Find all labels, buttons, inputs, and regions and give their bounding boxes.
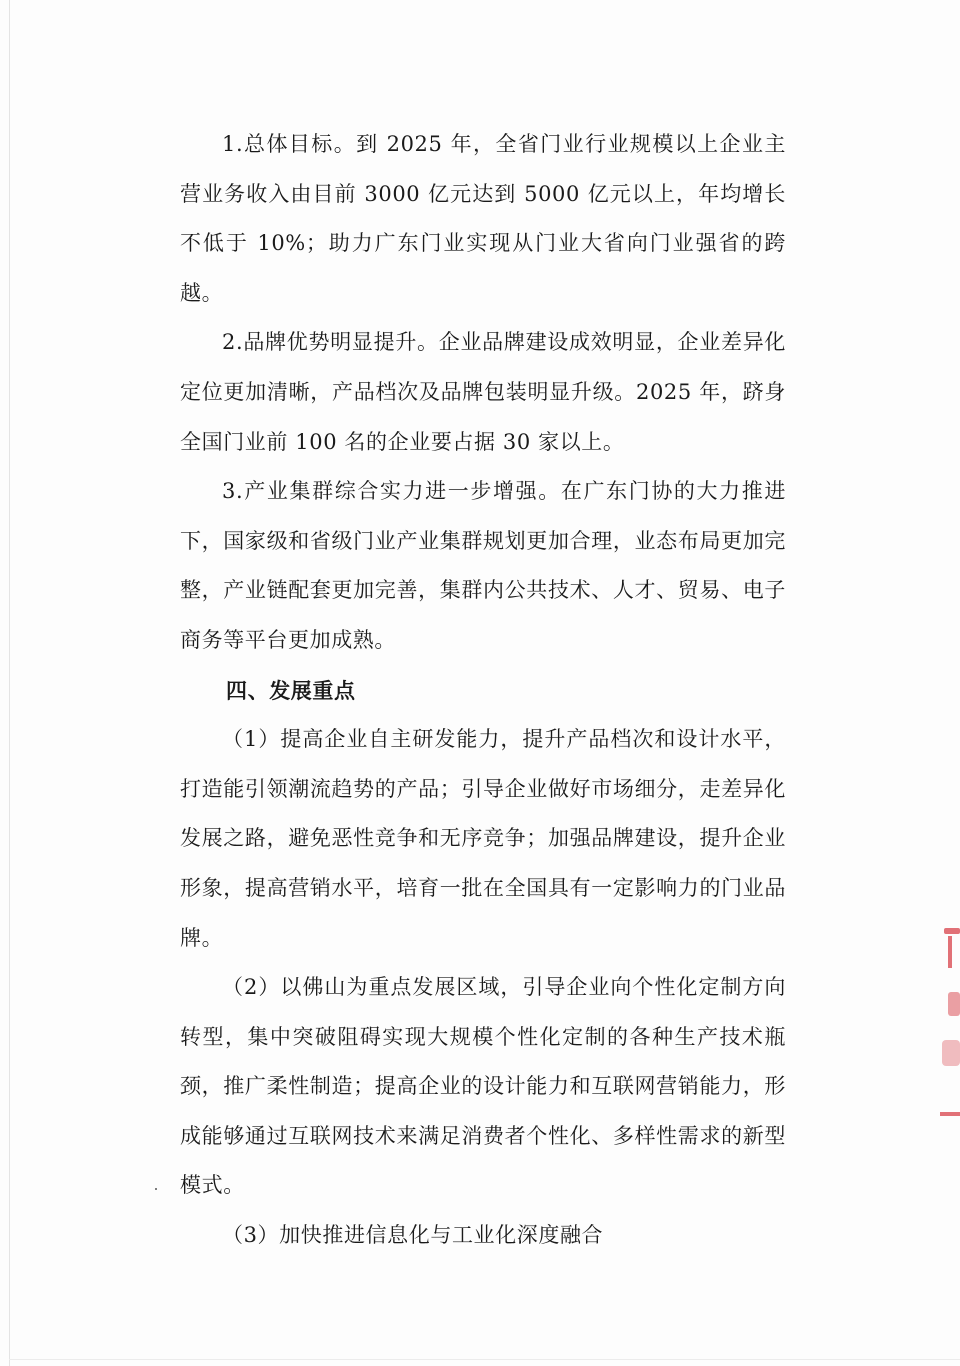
focus-item-3: （3）加快推进信息化与工业化深度融合 — [222, 1223, 604, 1248]
focus-item-1: （1）提高企业自主研发能力，提升产品档次和设计水平，打造能引领潮流趋势的产品；引导企业做好市场细分，走差异化发展之路，避免恶性竞争和无序竞争；加强品牌建设，提升企业形象，提高营销水平，培育一批在全国具有一定影响力的门业品牌。 — [180, 727, 786, 950]
scan-speck — [155, 1188, 157, 1190]
section-heading: 四、发展重点 — [226, 677, 356, 703]
seal-stamp-fragment — [942, 1040, 960, 1066]
focus-item-2: （2）以佛山为重点发展区域，引导企业向个性化定制方向转型，集中突破阻碍实现大规模个性化定制的各种生产技术瓶颈，推广柔性制造；提高企业的设计能力和互联网营销能力，形成能够通过互联网技术来满足消费者个性化、多样性需求的新型模式。 — [180, 975, 786, 1198]
seal-stamp-fragment — [948, 936, 952, 968]
document-body — [180, 120, 786, 1261]
goal-paragraph-brand: 2.品牌优势明显提升。企业品牌建设成效明显，企业差异化定位更加清晰，产品档次及品牌包装明显升级。2025 年，跻身全国门业前 100 名的企业要占据 30 家以上。 — [180, 330, 786, 454]
scan-edge-left — [9, 0, 10, 1366]
goal-paragraph-overall: 1.总体目标。到 2025 年，全省门业行业规模以上企业主营业务收入由目前 3000 亿元达到 5000 亿元以上，年均增长不低于 10%；助力广东门业实现从门业大省向门业强省的跨越。 — [180, 132, 786, 305]
seal-stamp-fragment — [948, 992, 960, 1016]
seal-stamp-fragment — [944, 928, 960, 934]
seal-stamp-fragment — [940, 1112, 960, 1116]
goal-paragraph-cluster: 3.产业集群综合实力进一步增强。在广东门协的大力推进下，国家级和省级门业产业集群规划更加合理，业态布局更加完整，产业链配套更加完善，集群内公共技术、人才、贸易、电子商务等平台更加成熟。 — [180, 479, 786, 652]
scan-edge-bottom — [9, 1359, 960, 1360]
